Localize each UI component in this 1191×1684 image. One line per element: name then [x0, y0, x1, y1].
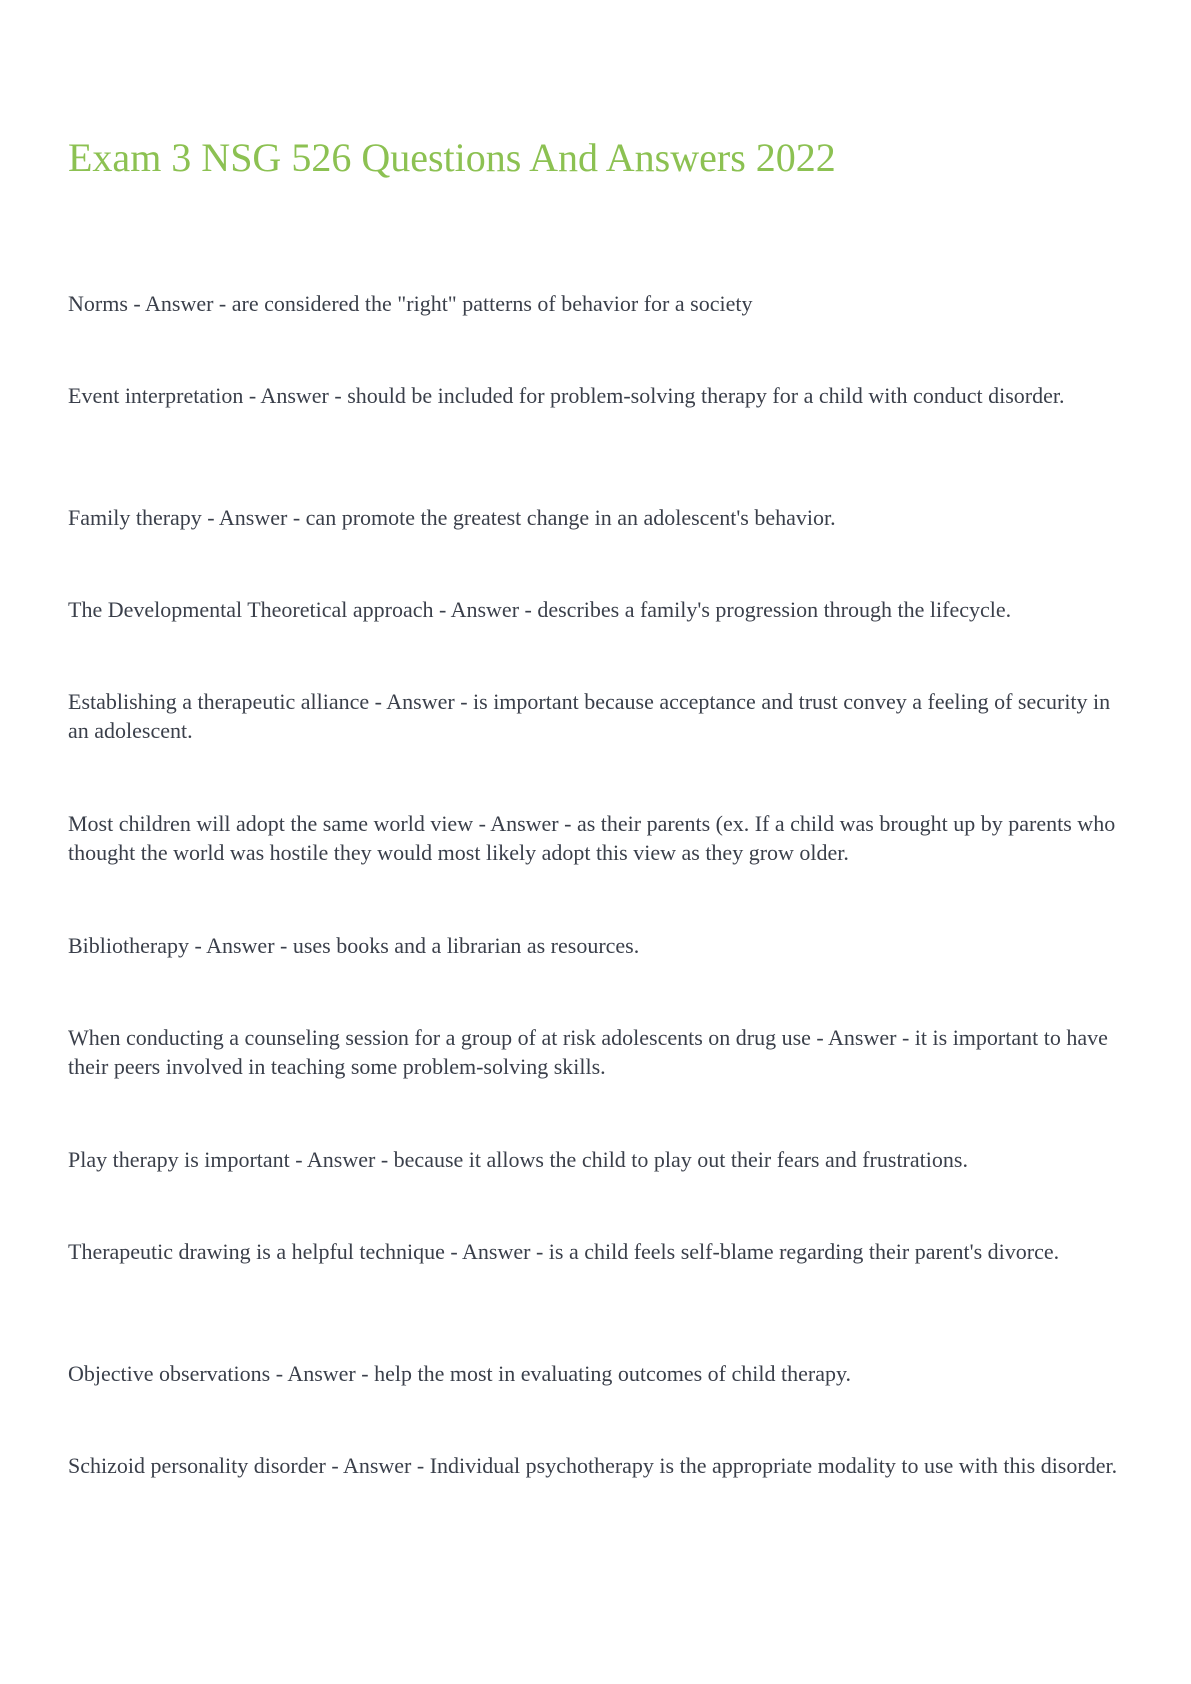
qa-entry: Therapeutic drawing is a helpful technique - Answer - is a child feels self-blame regarding their parent's divorce. [68, 1239, 1060, 1264]
qa-entry: Most children will adopt the same world view - Answer - as their parents (ex. If a child was brought up by parents who thought the world was hostile they would most likely adopt this view as they grow older. [68, 811, 1116, 865]
qa-entry: Play therapy is important - Answer - because it allows the child to play out their fears and frustrations. [68, 1147, 968, 1172]
qa-entry: Establishing a therapeutic alliance - Answer - is important because acceptance and trust convey a feeling of security in an adolescent. [68, 689, 1111, 743]
qa-entry: The Developmental Theoretical approach - Answer - describes a family's progression through the lifecycle. [68, 597, 1012, 622]
document-title: Exam 3 NSG 526 Questions And Answers 2022 [68, 135, 836, 180]
qa-entry: When conducting a counseling session for a group of at risk adolescents on drug use - Answer - it is important to have their peers involved in teaching some problem-solving skills. [68, 1025, 1108, 1079]
qa-entry: Family therapy - Answer - can promote the greatest change in an adolescent's behavior. [68, 505, 836, 530]
qa-entry: Bibliotherapy - Answer - uses books and a librarian as resources. [68, 933, 640, 958]
qa-entry: Schizoid personality disorder - Answer - Individual psychotherapy is the appropriate modality to use with this disorder. [68, 1453, 1118, 1478]
qa-entry: Objective observations - Answer - help the most in evaluating outcomes of child therapy. [68, 1361, 852, 1386]
qa-entry: Event interpretation - Answer - should be included for problem-solving therapy for a child with conduct disorder. [68, 383, 1065, 408]
qa-entry: Norms - Answer - are considered the "right" patterns of behavior for a society [68, 291, 753, 316]
